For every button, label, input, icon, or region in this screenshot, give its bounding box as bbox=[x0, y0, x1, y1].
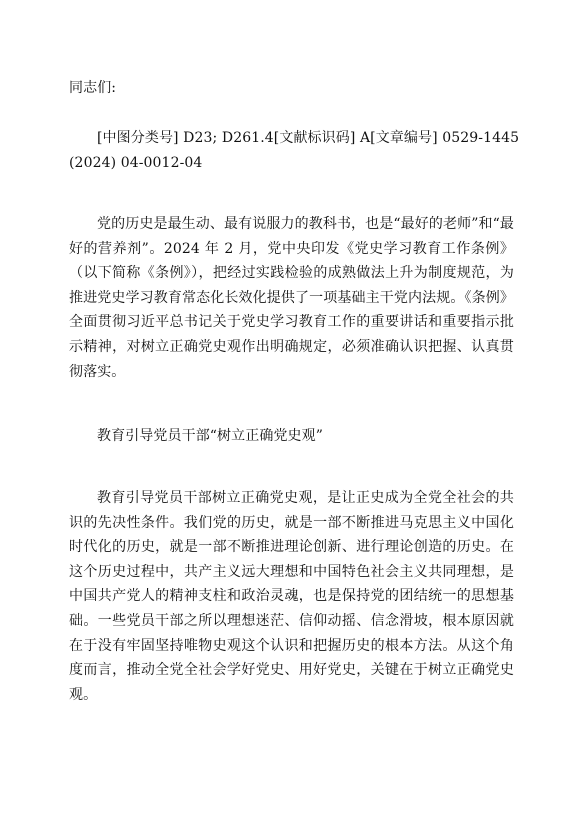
section-heading: 教育引导党员干部“树立正确党史观” bbox=[97, 428, 324, 444]
classification-info bbox=[69, 126, 520, 175]
paragraph-1: 党的历史是最生动、最有说服力的教科书，也是“最好的老师”和“最好的营养剂”。2024 年 2 月，党中央印发《党史学习教育工作条例》（以下简称《条例》），把经过实践检验的成熟做法上升为制度规范，为推进党史学习教育常态化长效化提供了一项基础主干党内法规。《条例》全面贯彻习近平总书记关于党史学习教育工作的重要讲话和重要指示批示精神，对树立正确党史观作出明确规定，必须准确认识把握、认真贯彻落实。 bbox=[69, 216, 514, 380]
classification-line-1: [中图分类号] D23; D261.4[文献标识码] A[文章编号] 0529-1445 bbox=[97, 130, 520, 146]
salutation: 同志们: bbox=[69, 80, 117, 96]
classification-line-2: (2024) 04-0012-04 bbox=[69, 154, 203, 171]
paragraph-2: 教育引导党员干部树立正确党史观，是让正史成为全党全社会的共识的先决性条件。我们党的历史，就是一部不断推进马克思主义中国化时代化的历史，就是一部不断推进理论创新、进行理论创造的历史。在这个历史过程中，共产主义远大理想和中国特色社会主义共同理想，是中国共产党人的精神支柱和政治灵魂，也是保持党的团结统一的思想基础。一些党员干部之所以理想迷茫、信仰动摇、信念滑坡，根本原因就在于没有牢固坚持唯物史观这个认识和把握历史的根本方法。从这个角度而言，推动全党全社会学好党史、用好党史，关键在于树立正确党史观。 bbox=[69, 490, 514, 703]
